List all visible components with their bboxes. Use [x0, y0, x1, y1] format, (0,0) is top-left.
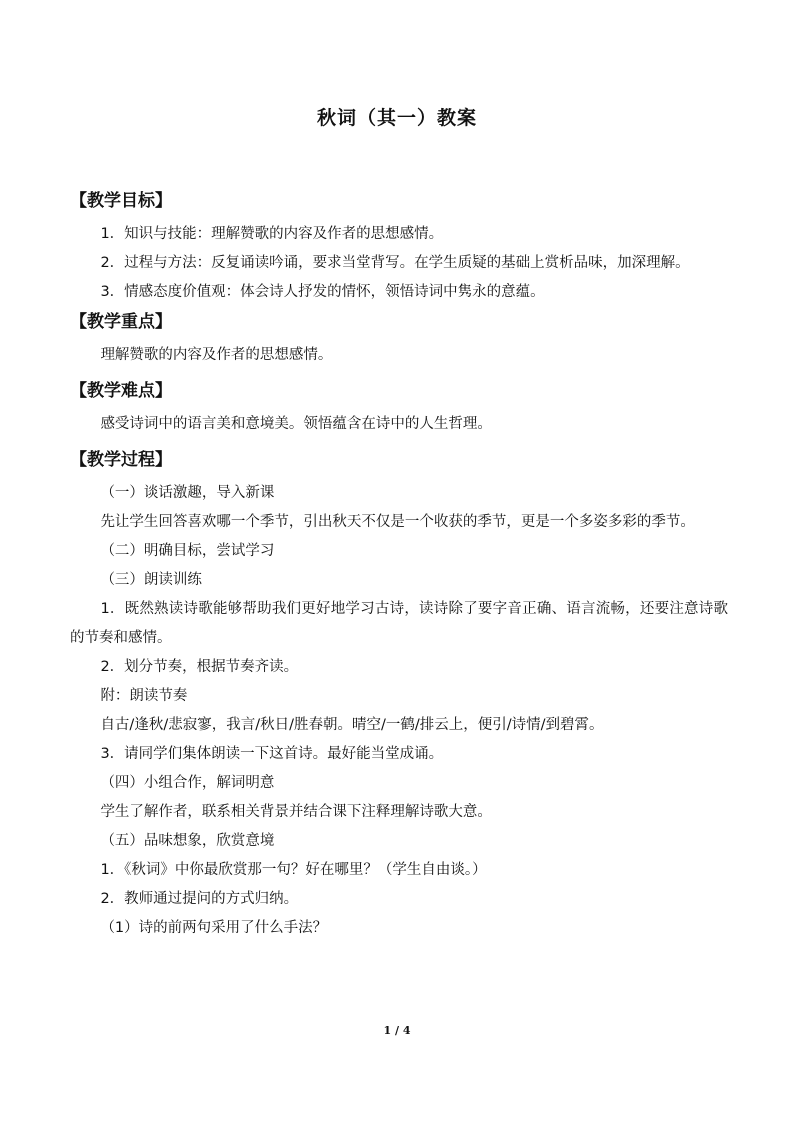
process-paragraph: 2．教师通过提问的方式归纳。	[100, 891, 299, 907]
objective-item: 3．情感态度价值观：体会诗人抒发的情怀，领悟诗词中隽永的意蕴。	[100, 284, 545, 300]
section-heading-objectives: 【教学目标】	[70, 191, 172, 211]
difficulties-text: 感受诗词中的语言美和意境美。领悟蕴含在诗中的人生哲理。	[100, 416, 492, 432]
process-paragraph: 3．请同学们集体朗读一下这首诗。最好能当堂成诵。	[100, 746, 444, 762]
process-paragraph: （1）诗的前两句采用了什么手法？	[100, 920, 328, 936]
process-paragraph: 2．划分节奏，根据节奏齐读。	[100, 659, 299, 675]
document-body	[70, 186, 728, 943]
process-paragraph: （五）品味想象，欣赏意境	[100, 833, 275, 849]
process-paragraph: 学生了解作者，联系相关背景并结合课下注释理解诗歌大意。	[100, 804, 492, 820]
process-paragraph: （四）小组合作，解词明意	[100, 775, 275, 791]
process-paragraph: 1．既然熟读诗歌能够帮助我们更好地学习古诗，读诗除了要字音正确、语言流畅，还要注意诗歌的节奏和感情。	[70, 601, 728, 646]
page-number: 1 / 4	[383, 1024, 411, 1037]
document-title: 秋词（其一）教案	[316, 107, 477, 129]
section-heading-difficulties: 【教学难点】	[70, 381, 172, 401]
process-paragraph: （三）朗读训练	[100, 572, 202, 588]
process-paragraph: 1．《秋词》中你最欣赏那一句？好在哪里？（学生自由谈。）	[100, 862, 487, 878]
process-paragraph: （二）明确目标，尝试学习	[100, 543, 275, 559]
process-paragraph: （一）谈话激趣，导入新课	[100, 485, 275, 501]
process-paragraph: 附：朗读节奏	[100, 688, 188, 704]
process-paragraph: 先让学生回答喜欢哪一个季节，引出秋天不仅是一个收获的季节，更是一个多姿多彩的季节。	[100, 514, 695, 530]
section-heading-process: 【教学过程】	[70, 450, 172, 470]
objective-item: 2．过程与方法：反复诵读吟诵，要求当堂背写。在学生质疑的基础上赏析品味，加深理解。	[100, 255, 690, 271]
process-paragraph: 自古/逢秋/悲寂寥，我言/秋日/胜春朝。晴空/一鹤/排云上，便引/诗情/到碧霄。	[100, 717, 604, 733]
section-heading-key-points: 【教学重点】	[70, 312, 172, 332]
objective-item: 1．知识与技能：理解赞歌的内容及作者的思想感情。	[100, 226, 444, 242]
key-points-text: 理解赞歌的内容及作者的思想感情。	[100, 347, 333, 363]
